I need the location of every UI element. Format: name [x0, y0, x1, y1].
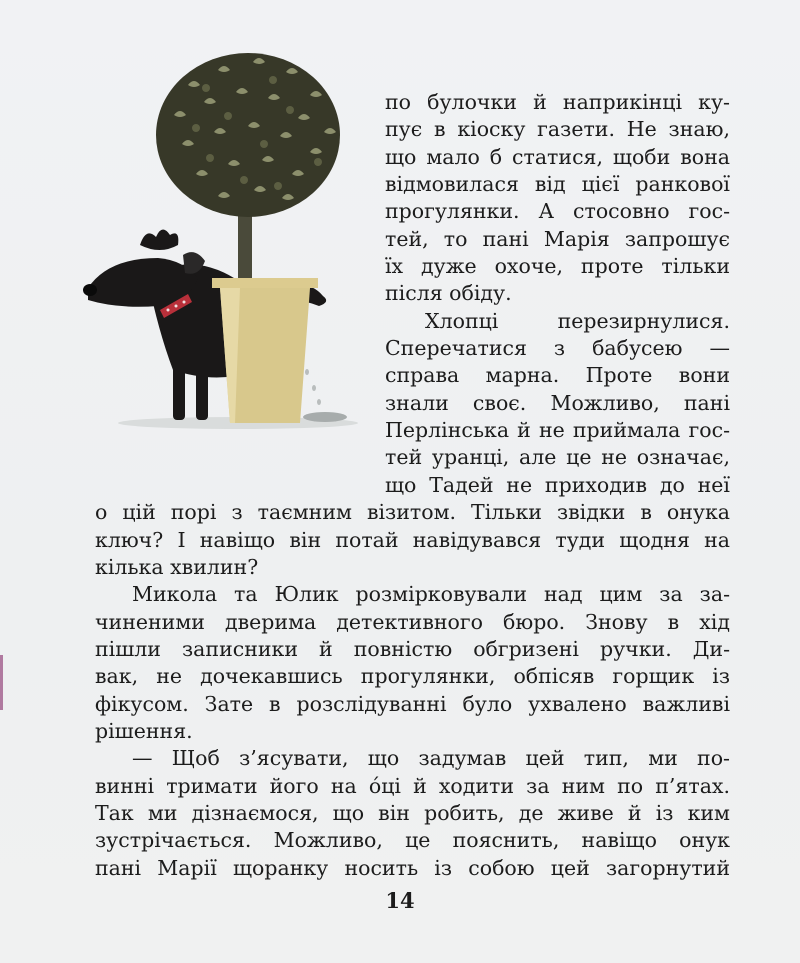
dog-and-potted-tree-illustration: [78, 40, 378, 440]
text-line: по булочки й наприкінці ку-: [385, 90, 730, 114]
text-line: справа марна. Проте вони: [385, 363, 730, 388]
text-line: вак, не дочекавшись прогулянки, обпісяв горщик із: [95, 664, 730, 689]
tree-foliage: [156, 53, 340, 217]
text-line: Хлопці перезирнулися.: [425, 308, 730, 333]
text-line: ключ? І навіщо він потай навідувався туди щодня на: [95, 527, 730, 552]
text-line: знали своє. Можливо, пані: [385, 390, 730, 415]
text-line: пані Марії щоранку носить із собою цей загорнутий: [95, 855, 730, 880]
text-line: пує в кіоску газети. Не знаю,: [385, 117, 730, 142]
text-line: Сперечатися з бабусею —: [385, 336, 730, 361]
puddle-icon: [303, 412, 347, 422]
text-line: о цій порі з таємним візитом. Тільки звідки в онука: [95, 500, 730, 525]
flower-pot: [212, 278, 318, 423]
text-line: фікусом. Зате в розслідуванні було ухвалено важливі: [95, 691, 730, 716]
text-line: чиненими дверима детективного бюро. Знову в хід: [95, 609, 730, 634]
text-line: тей, то пані Марія запрошує: [385, 226, 730, 251]
text-line: їх дуже охоче, проте тільки: [385, 254, 730, 279]
text-line: після обіду.: [385, 281, 512, 306]
text-line: що мало б статися, щоби вона: [385, 144, 730, 169]
text-line: кілька хвилин?: [95, 554, 259, 579]
text-line: прогулянки. А стосовно гос-: [385, 199, 730, 224]
text-line: тей уранці, але це не означає,: [385, 445, 730, 470]
text-line: рішення.: [95, 718, 193, 743]
page-edge-mark: [0, 655, 3, 710]
text-line: відмовилася від цієї ранкової: [385, 172, 730, 197]
page-number: 14: [385, 888, 415, 913]
text-line: винні тримати його на óці й ходити за ним по п’ятах.: [95, 773, 730, 798]
text-line: зустрічається. Можливо, це пояснить, навіщо онук: [95, 828, 730, 853]
text-line: Так ми дізнаємося, що він робить, де живе й із ким: [95, 800, 730, 825]
text-line: Микола та Юлик розмірковували над цим за за-: [132, 582, 730, 607]
text-line: — Щоб з’ясувати, що задумав цей тип, ми по-: [132, 746, 730, 771]
text-line: пішли записники й повністю обгризені ручки. Ди-: [95, 636, 730, 661]
text-line: що Тадей не приходив до неї: [385, 472, 730, 497]
text-line: Перлінська й не приймала гос-: [385, 418, 730, 443]
